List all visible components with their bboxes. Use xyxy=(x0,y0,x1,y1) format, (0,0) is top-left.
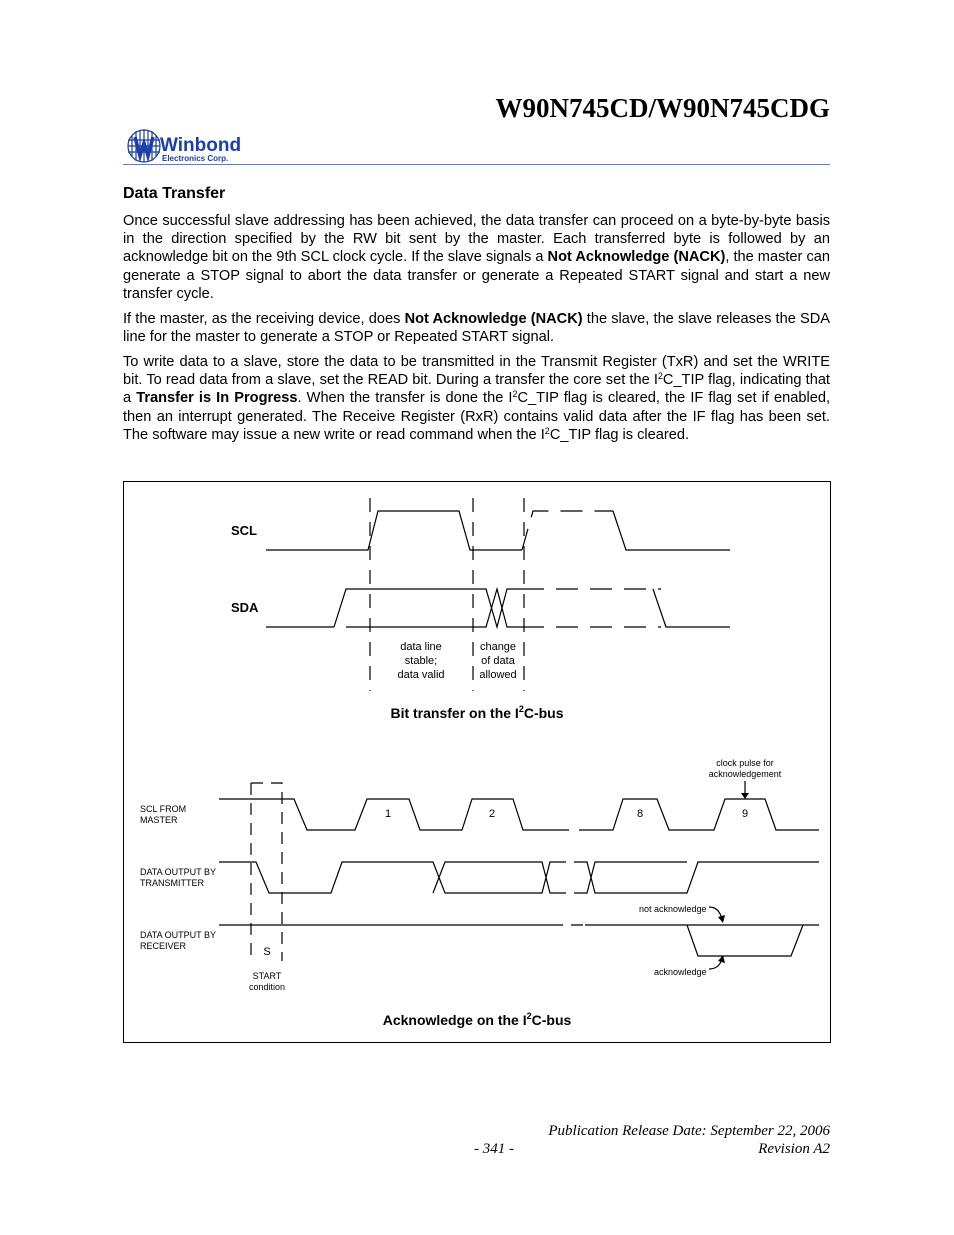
header-rule xyxy=(123,164,830,165)
paragraph-3: To write data to a slave, store the data to be transmitted in the Transmit Register (TxR) and set the WRITE bit. To read data from a slave, set the READ bit. During a transfer the core set the $I^2C\_TIP$ flag, indicating that a Transfer is In Progress. When the transfer is done the $I^2C\_TIP$ flag is cleared, the IF flag set if enabled, then an interrupt generated. The Receive Register (RxR) contains valid data after the IF flag has been set. The software may issue a new write or read command when the $I^2C\_TIP$ flag is cleared. xyxy=(123,354,830,443)
section-heading: Data Transfer xyxy=(123,185,226,202)
sda-line-end xyxy=(653,589,730,627)
change-text-1: change xyxy=(479,641,517,653)
sda-line-dashed xyxy=(522,589,661,627)
revision: Revision A2 xyxy=(758,1141,830,1157)
timing-diagram xyxy=(124,482,830,1042)
publication-date: Publication Release Date: September 22, 2006 xyxy=(548,1123,830,1139)
bit-transfer-caption: Bit transfer on the $I^2C$-bus xyxy=(390,704,564,721)
page-number: - 341 - xyxy=(474,1141,514,1157)
stable-text-1: data line xyxy=(400,641,442,653)
timing-figure xyxy=(123,481,831,1043)
start-s-label: S xyxy=(263,946,271,958)
winbond-logo xyxy=(126,126,256,166)
tx-waveform-end xyxy=(581,862,819,893)
paragraph-2: If the master, as the receiving device, does Not Acknowledge (NACK) the slave, the slave releases the SDA line for the master to generate a STOP or Repeated START signal. xyxy=(123,311,830,346)
change-text-2: of data xyxy=(481,655,515,667)
scl-master-label-2: MASTER xyxy=(140,815,178,825)
not-ack-arrowhead xyxy=(718,915,725,923)
clock-note-1: clock pulse for xyxy=(716,758,774,768)
rx-label-1: DATA OUTPUT BY xyxy=(140,930,217,940)
scl-master-end xyxy=(587,799,819,830)
scl-label: SCL xyxy=(231,523,257,538)
change-text-3: allowed xyxy=(479,669,517,681)
sda-label: SDA xyxy=(231,600,259,615)
stable-text-2: stable; xyxy=(404,655,438,667)
pulse-2-label: 2 xyxy=(488,808,496,820)
pulse-9-label: 9 xyxy=(741,808,749,820)
scl-waveform-dashed xyxy=(522,511,613,550)
acknowledge-caption: Acknowledge on the $I^2C$-bus xyxy=(382,1011,572,1028)
start-label-2: condition xyxy=(248,982,286,992)
tx-waveform xyxy=(219,862,556,893)
acknowledge-label: acknowledge xyxy=(654,967,707,977)
scl-waveform-end xyxy=(613,511,730,550)
start-label-1: START xyxy=(252,971,282,981)
pulse-8-label: 8 xyxy=(636,808,644,820)
sda-line-low xyxy=(266,589,522,627)
pulse-1-label: 1 xyxy=(384,808,392,820)
tx-waveform-dashed xyxy=(556,862,581,893)
rx-waveform-end xyxy=(585,925,819,956)
scl-master-label-1: SCL FROM xyxy=(140,804,187,814)
stable-text-3: data valid xyxy=(397,669,445,681)
logo-subtitle: Electronics Corp. xyxy=(162,154,229,163)
scl-waveform xyxy=(266,511,522,550)
start-condition-box xyxy=(251,783,282,961)
clock-note-2: acknowledgement xyxy=(708,769,782,779)
tx-label-1: DATA OUTPUT BY xyxy=(140,867,217,877)
clock-pulse-arrowhead xyxy=(741,793,749,799)
document-title: W90N745CD/W90N745CDG xyxy=(495,93,830,123)
logo-wordmark: Winbond xyxy=(160,135,242,156)
rx-label-2: RECEIVER xyxy=(140,941,187,951)
paragraph-1: Once successful slave addressing has been achieved, the data transfer can proceed on a byte-by-byte basis in the direction specified by the RW bit sent by the master. Each transferred byte is followed by an acknowledge bit on the 9th SCL clock cycle. If the slave signals a Not Acknowledge (NACK), the master can generate a STOP signal to abort the data transfer or generate a Repeated START signal and start a new transfer cycle. xyxy=(123,213,830,302)
not-acknowledge-label: not acknowledge xyxy=(639,904,707,914)
tx-label-2: TRANSMITTER xyxy=(140,878,204,888)
